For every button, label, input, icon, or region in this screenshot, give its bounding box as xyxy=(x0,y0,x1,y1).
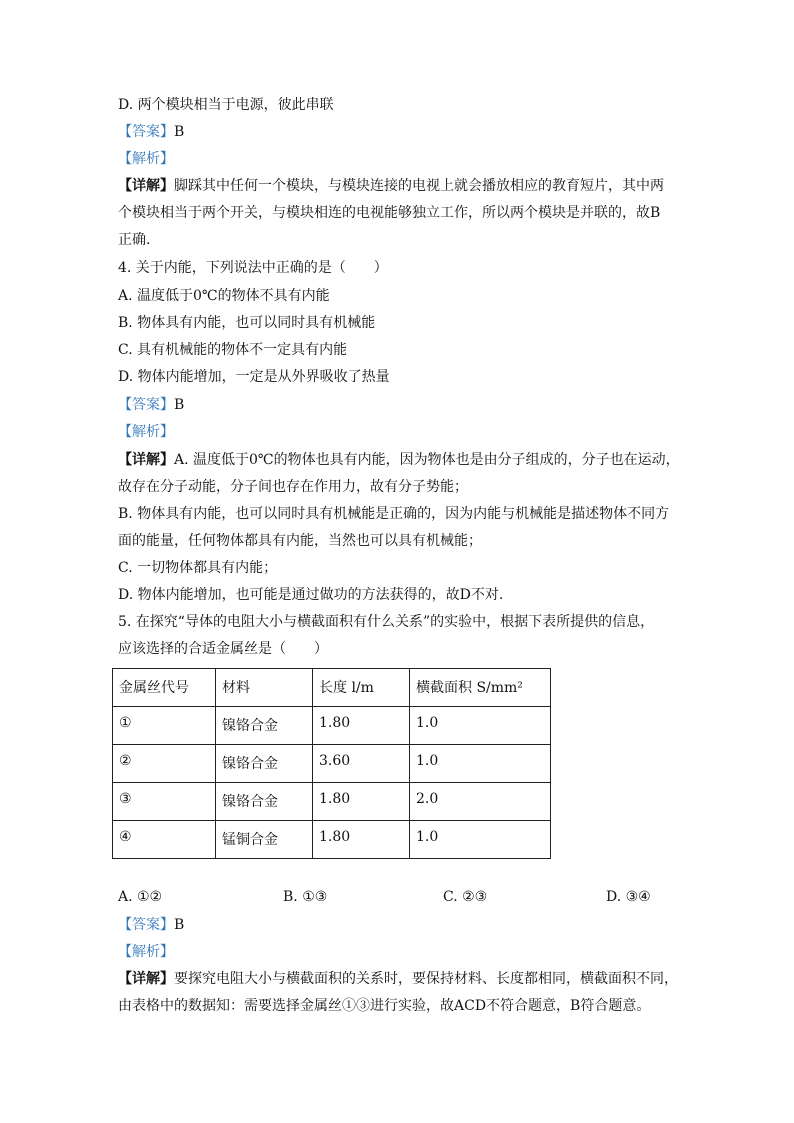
q5-stem: 应该选择的合适金属丝是（ ） xyxy=(118,641,328,657)
q3-option-d: D. 两个模块相当于电源，彼此串联 xyxy=(118,97,334,113)
q4-option-a: A. 温度低于0℃的物体不具有内能 xyxy=(118,288,330,304)
answer-label: 【答案】 xyxy=(118,917,174,933)
answer-value: B xyxy=(174,124,185,140)
table-row xyxy=(113,745,551,783)
table-row xyxy=(113,707,551,745)
cell: 镍铬合金 xyxy=(216,707,313,745)
cell: 1.80 xyxy=(313,707,410,745)
cell: 2.0 xyxy=(410,783,551,821)
q4-stem: 4. 关于内能，下列说法中正确的是（ ） xyxy=(118,260,388,276)
detail-text: A. 温度低于0℃的物体也具有内能，因为物体也是由分子组成的，分子也在运动， xyxy=(174,452,680,468)
q3-answer xyxy=(118,123,184,141)
wire-table xyxy=(112,668,551,859)
q5-option-a: A. ①② xyxy=(118,889,163,905)
detail-text: 脚踩其中任何一个模块，与模块连接的电视上就会播放相应的教育短片，其中两 xyxy=(174,178,664,194)
q4-answer xyxy=(118,396,184,414)
header-cell: 长度 l/m xyxy=(313,669,410,707)
cell: 1.0 xyxy=(410,821,551,859)
cell: 镍铬合金 xyxy=(216,745,313,783)
q5-stem: 5. 在探究“导体的电阻大小与横截面积有什么关系”的实验中，根据下表所提供的信息， xyxy=(118,614,655,630)
q5-analysis-label: 【解析】 xyxy=(118,944,174,960)
cell: ④ xyxy=(113,821,216,859)
detail-label: 【详解】 xyxy=(118,178,174,194)
detail-text: 故存在分子动能，分子间也存在作用力，故有分子势能； xyxy=(118,479,468,495)
q5-detail xyxy=(118,970,678,988)
answer-value: B xyxy=(174,397,185,413)
cell: 1.80 xyxy=(313,821,410,859)
detail-label: 【详解】 xyxy=(118,971,174,987)
detail-text: 由表格中的数据知：需要选择金属丝①③进行实验，故ACD不符合题意，B符合题意。 xyxy=(118,998,651,1014)
detail-text: 面的能量，任何物体都具有内能，当然也可以具有机械能； xyxy=(118,533,482,549)
detail-text: 要探究电阻大小与横截面积的关系时，要保持材料、长度都相同，横截面积不同， xyxy=(174,971,678,987)
cell: ① xyxy=(113,707,216,745)
table-header-row xyxy=(113,669,551,707)
q5-option-b: B. ①③ xyxy=(283,889,328,905)
q5-option-c: C. ②③ xyxy=(443,889,488,905)
cell: 1.0 xyxy=(410,745,551,783)
q4-option-d: D. 物体内能增加，一定是从外界吸收了热量 xyxy=(118,369,390,385)
cell: 镍铬合金 xyxy=(216,783,313,821)
cell: ③ xyxy=(113,783,216,821)
detail-label: 【详解】 xyxy=(118,452,174,468)
table-row xyxy=(113,821,551,859)
cell: ② xyxy=(113,745,216,783)
detail-text: B. 物体具有内能，也可以同时具有机械能是正确的，因为内能与机械能是描述物体不同方 xyxy=(118,506,670,522)
cell: 1.80 xyxy=(313,783,410,821)
q5-answer xyxy=(118,916,184,934)
q4-option-b: B. 物体具有内能，也可以同时具有机械能 xyxy=(118,315,376,331)
answer-label: 【答案】 xyxy=(118,397,174,413)
detail-text: C. 一切物体都具有内能； xyxy=(118,560,278,576)
table-row xyxy=(113,783,551,821)
detail-text: 正确. xyxy=(118,232,151,248)
q4-option-c: C. 具有机械能的物体不一定具有内能 xyxy=(118,342,348,358)
cell: 3.60 xyxy=(313,745,410,783)
q3-detail xyxy=(118,177,664,195)
header-cell: 金属丝代号 xyxy=(113,669,216,707)
cell: 锰铜合金 xyxy=(216,821,313,859)
detail-text: D. 物体内能增加，也可能是通过做功的方法获得的，故D不对. xyxy=(118,587,504,603)
header-cell: 材料 xyxy=(216,669,313,707)
header-cell: 横截面积 S/mm² xyxy=(410,669,551,707)
detail-text: 个模块相当于两个开关，与模块相连的电视能够独立工作，所以两个模块是并联的，故B xyxy=(118,205,661,221)
q4-analysis-label: 【解析】 xyxy=(118,424,174,440)
q5-option-d: D. ③④ xyxy=(606,889,651,905)
q4-detail xyxy=(118,451,680,469)
answer-value: B xyxy=(174,917,185,933)
cell: 1.0 xyxy=(410,707,551,745)
q3-analysis-label: 【解析】 xyxy=(118,151,174,167)
answer-label: 【答案】 xyxy=(118,124,174,140)
